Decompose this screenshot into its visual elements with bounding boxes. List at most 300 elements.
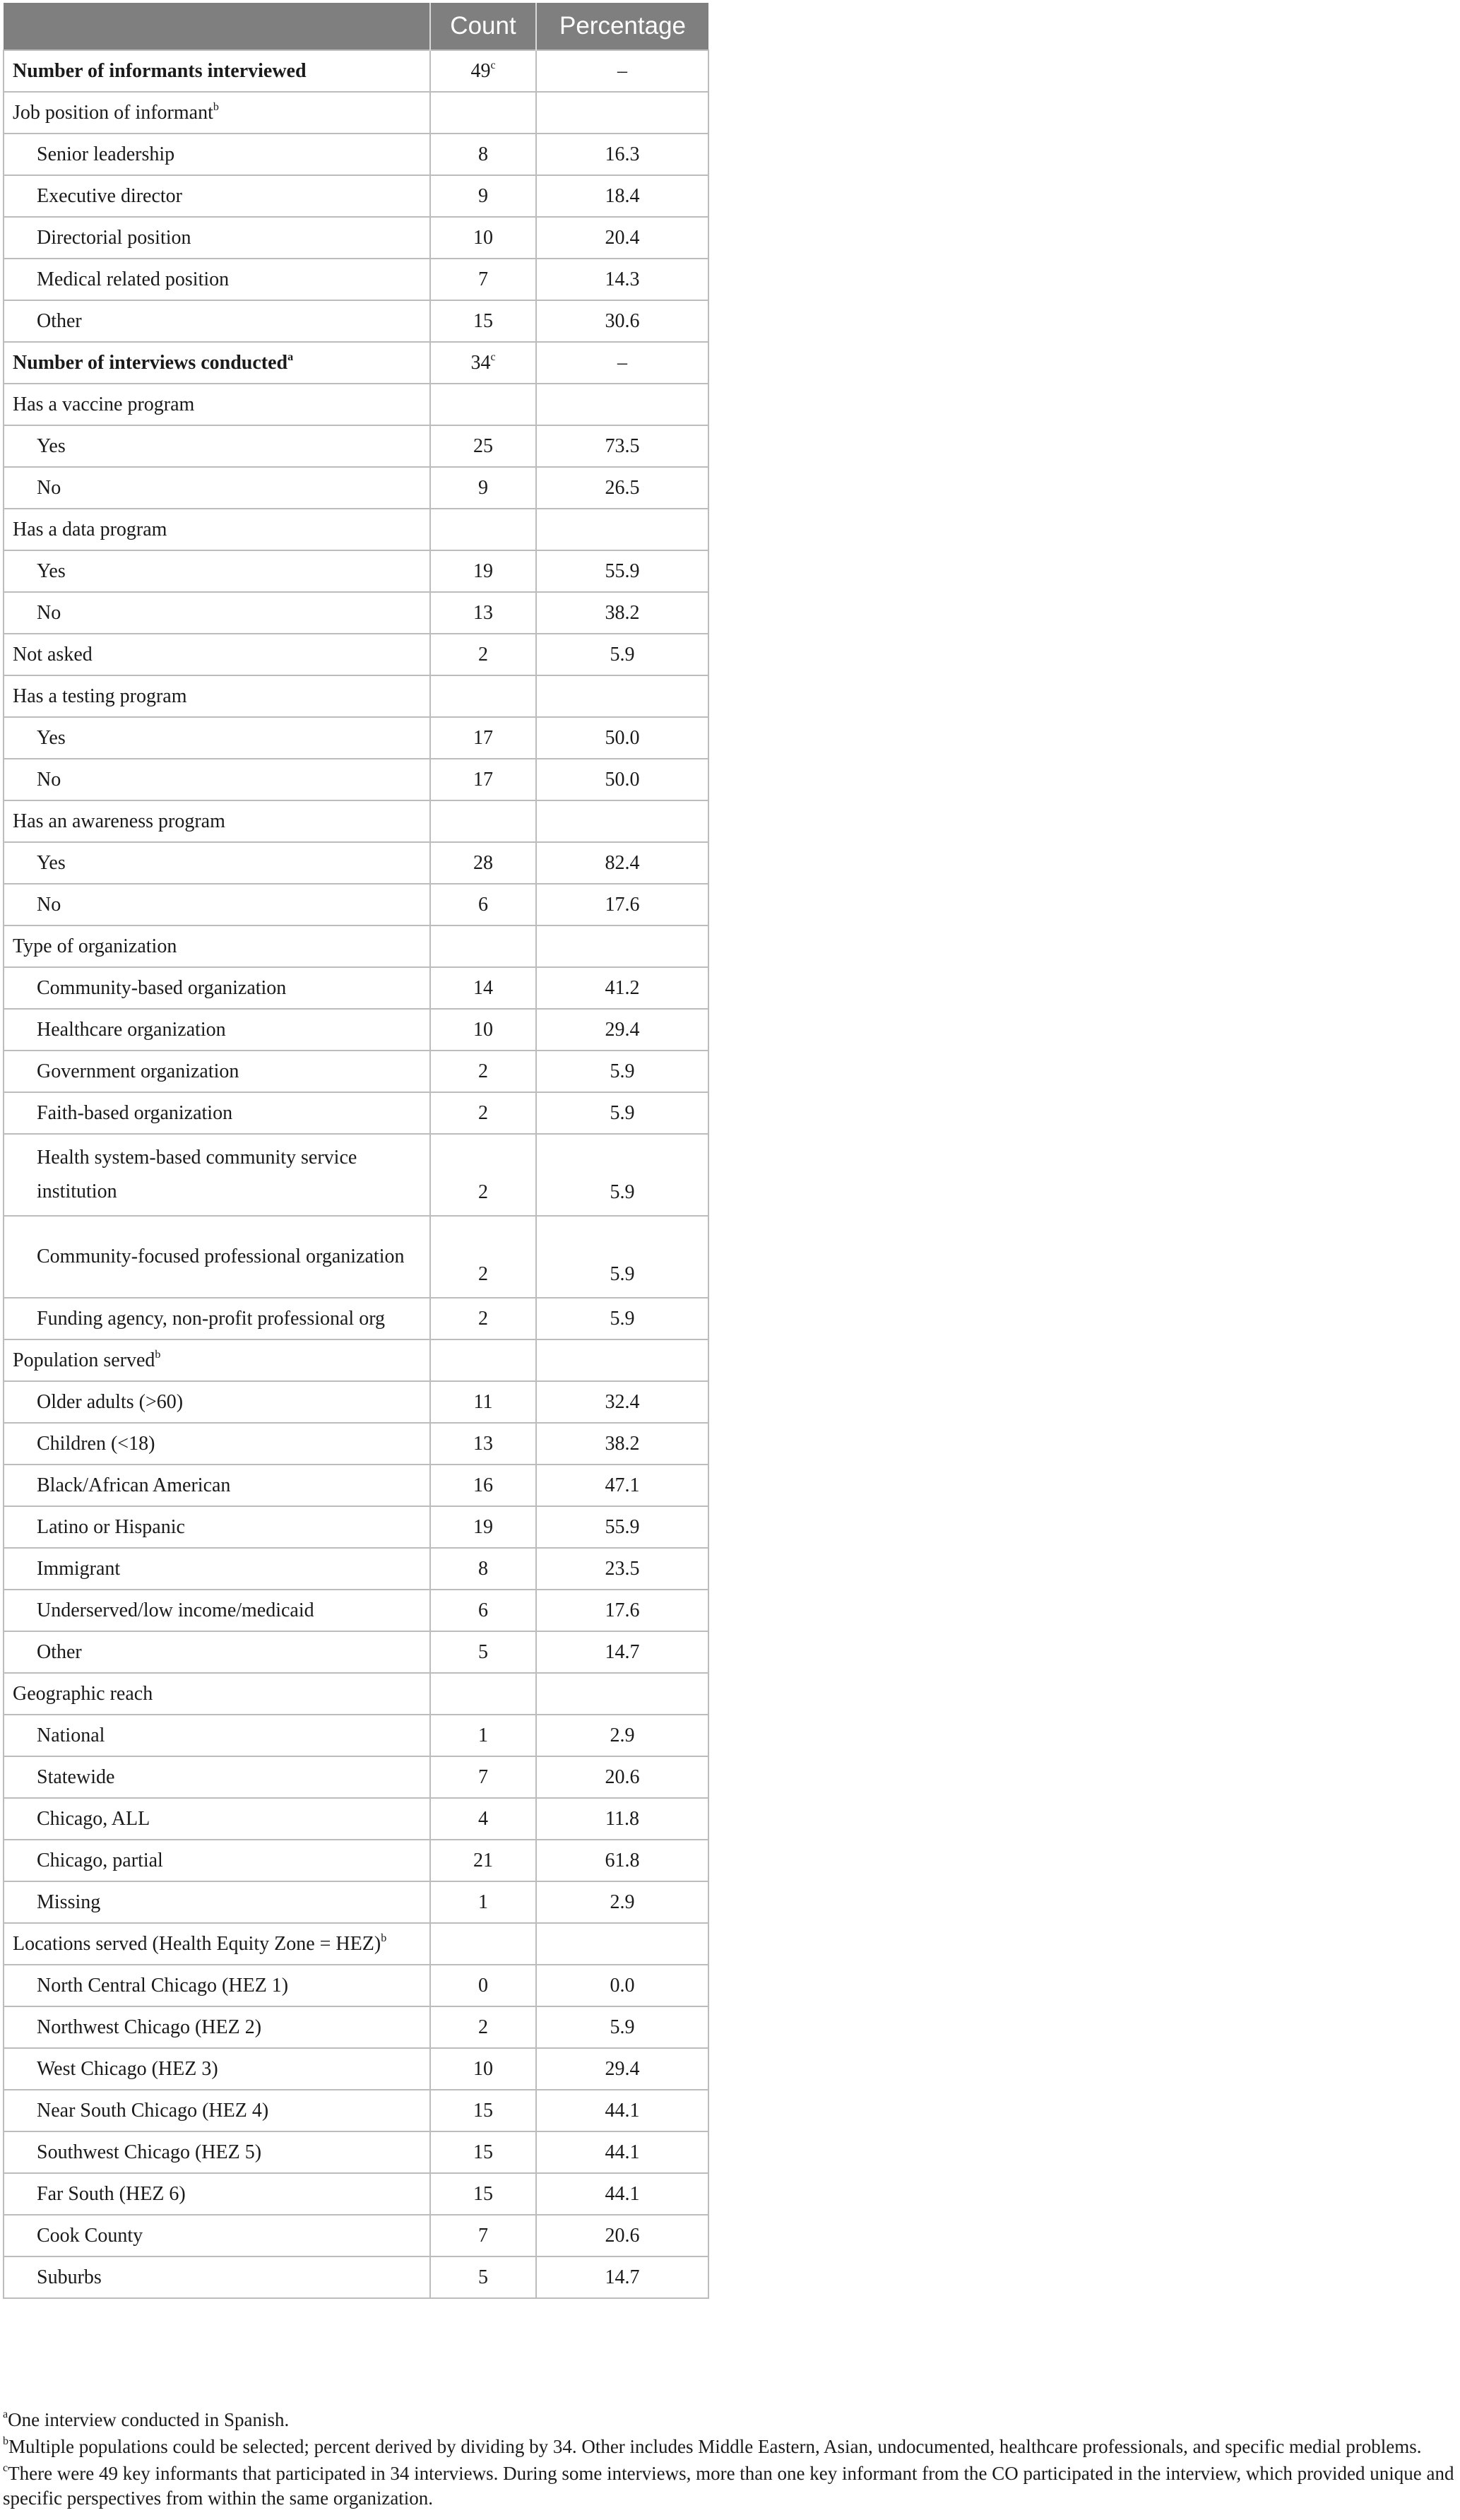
- row-label: North Central Chicago (HEZ 1): [37, 1974, 289, 1997]
- count-cell: [430, 884, 536, 925]
- row-label-cell: [4, 1051, 430, 1092]
- footnotes: [3, 2408, 1458, 2513]
- table-row: [4, 50, 708, 92]
- footnote-marker: a: [3, 2408, 8, 2420]
- count-value: 8: [478, 143, 488, 165]
- percentage-value: 73.5: [605, 434, 640, 457]
- row-label: Immigrant: [37, 1557, 121, 1580]
- count-cell: [430, 1216, 536, 1298]
- footnote-marker: c: [490, 59, 496, 71]
- percentage-value: 18.4: [605, 184, 640, 207]
- row-label-cell: [4, 300, 430, 342]
- percentage-cell: [536, 175, 708, 217]
- percentage-cell: [536, 259, 708, 300]
- table-row: [4, 2173, 708, 2215]
- table-row: [4, 259, 708, 300]
- row-label-cell: [4, 1631, 430, 1673]
- count-value: 0: [478, 1974, 488, 1997]
- footnote: [3, 2408, 1458, 2432]
- table-row: [4, 1965, 708, 2006]
- footnote-marker: c: [490, 350, 496, 363]
- row-label-cell: [4, 342, 430, 384]
- percentage-value: 47.1: [605, 1474, 640, 1496]
- count-cell: [430, 1506, 536, 1548]
- row-label-cell: [4, 884, 430, 925]
- table-row: [4, 2090, 708, 2131]
- table-row: [4, 2006, 708, 2048]
- table-row: [4, 1548, 708, 1590]
- row-label: Yes: [37, 726, 66, 749]
- percentage-cell: [536, 1715, 708, 1756]
- count-value: 5: [478, 2266, 488, 2288]
- count-value: 15: [473, 309, 493, 332]
- count-value: 9: [478, 476, 488, 499]
- percentage-value: 0.0: [610, 1974, 635, 1997]
- table-row: [4, 1134, 708, 1216]
- count-cell: [430, 134, 536, 175]
- row-label-cell: [4, 50, 430, 92]
- count-value: 15: [473, 2182, 493, 2205]
- row-label-cell: [4, 509, 430, 550]
- percentage-cell: [536, 1298, 708, 1339]
- percentage-cell: [536, 967, 708, 1009]
- percentage-cell: [536, 2173, 708, 2215]
- count-cell: [430, 1881, 536, 1923]
- table-row: [4, 2131, 708, 2173]
- row-label: West Chicago (HEZ 3): [37, 2057, 218, 2080]
- percentage-cell: [536, 92, 708, 134]
- footnote-marker: b: [381, 1932, 387, 1944]
- percentage-cell: [536, 1798, 708, 1840]
- percentage-cell: [536, 134, 708, 175]
- table-row: [4, 1756, 708, 1798]
- percentage-cell: [536, 217, 708, 259]
- percentage-cell: [536, 1881, 708, 1923]
- count-value: 49: [470, 59, 491, 82]
- count-cell: [430, 1092, 536, 1134]
- row-label: Has an awareness program: [13, 810, 225, 832]
- count-cell: [430, 1590, 536, 1631]
- count-cell: [430, 2256, 536, 2298]
- percentage-cell: [536, 342, 708, 384]
- table-row: [4, 1423, 708, 1465]
- data-table: [3, 3, 709, 2299]
- percentage-cell: [536, 1009, 708, 1051]
- count-cell: [430, 1009, 536, 1051]
- count-value: 7: [478, 268, 488, 290]
- count-value: 16: [473, 1474, 493, 1496]
- row-label: Yes: [37, 434, 66, 457]
- row-label: No: [37, 476, 61, 499]
- percentage-value: 17.6: [605, 1599, 640, 1621]
- footnote-marker: b: [213, 100, 219, 113]
- row-label: Government organization: [37, 1060, 239, 1082]
- table-row: [4, 717, 708, 759]
- percentage-cell: [536, 675, 708, 717]
- percentage-cell: [536, 1923, 708, 1965]
- table-row: [4, 592, 708, 634]
- row-label-cell: [4, 759, 430, 800]
- count-cell: [430, 384, 536, 425]
- percentage-value: 55.9: [605, 560, 640, 582]
- percentage-cell: [536, 2256, 708, 2298]
- percentage-value: 82.4: [605, 851, 640, 874]
- percentage-cell: [536, 1756, 708, 1798]
- count-cell: [430, 1381, 536, 1423]
- percentage-value: –: [617, 59, 627, 82]
- row-label: Type of organization: [13, 935, 177, 957]
- count-cell: [430, 1631, 536, 1673]
- percentage-value: 20.4: [605, 226, 640, 249]
- percentage-cell: [536, 800, 708, 842]
- count-cell: [430, 1840, 536, 1881]
- row-label-cell: [4, 925, 430, 967]
- percentage-value: 14.7: [605, 2266, 640, 2288]
- percentage-value: 20.6: [605, 2224, 640, 2247]
- percentage-cell: [536, 634, 708, 675]
- table-row: [4, 425, 708, 467]
- row-label: Suburbs: [37, 2266, 102, 2288]
- row-label: No: [37, 893, 61, 916]
- row-label: Not asked: [13, 643, 93, 666]
- row-label: Chicago, ALL: [37, 1807, 150, 1830]
- percentage-cell: [536, 1548, 708, 1590]
- count-cell: [430, 1134, 536, 1216]
- percentage-value: 41.2: [605, 976, 640, 999]
- row-label-cell: [4, 2006, 430, 2048]
- row-label: Other: [37, 1640, 82, 1663]
- percentage-cell: [536, 842, 708, 884]
- count-value: 8: [478, 1557, 488, 1580]
- count-cell: [430, 217, 536, 259]
- row-label-cell: [4, 1009, 430, 1051]
- count-cell: [430, 509, 536, 550]
- table-row: [4, 1673, 708, 1715]
- count-cell: [430, 717, 536, 759]
- table-row: [4, 509, 708, 550]
- table-row: [4, 300, 708, 342]
- row-label-cell: [4, 467, 430, 509]
- table-row: [4, 1590, 708, 1631]
- count-cell: [430, 2131, 536, 2173]
- percentage-cell: [536, 925, 708, 967]
- count-value: 2: [478, 1101, 488, 1124]
- row-label: Yes: [37, 851, 66, 874]
- table-row: [4, 2048, 708, 2090]
- row-label-cell: [4, 2048, 430, 2090]
- count-value: 10: [473, 2057, 493, 2080]
- footnote: [3, 2435, 1458, 2459]
- row-label-cell: [4, 800, 430, 842]
- percentage-value: 30.6: [605, 309, 640, 332]
- table-row: [4, 92, 708, 134]
- table-row: [4, 1009, 708, 1051]
- footnote-marker: b: [3, 2435, 8, 2447]
- percentage-value: 38.2: [605, 1432, 640, 1455]
- count-cell: [430, 300, 536, 342]
- percentage-value: 5.9: [610, 1263, 635, 1285]
- percentage-value: 50.0: [605, 768, 640, 791]
- count-value: 4: [478, 1807, 488, 1830]
- count-value: 1: [478, 1724, 488, 1746]
- percentage-cell: [536, 1423, 708, 1465]
- row-label-cell: [4, 1881, 430, 1923]
- row-label: Children (<18): [37, 1432, 155, 1455]
- row-label-cell: [4, 1381, 430, 1423]
- count-cell: [430, 550, 536, 592]
- percentage-cell: [536, 759, 708, 800]
- count-value: 11: [473, 1390, 493, 1413]
- table-row: [4, 1923, 708, 1965]
- row-label: Health system-based community service institution: [37, 1147, 357, 1202]
- percentage-cell: [536, 2090, 708, 2131]
- count-cell: [430, 634, 536, 675]
- percentage-value: 5.9: [610, 1307, 635, 1330]
- percentage-cell: [536, 1840, 708, 1881]
- row-label: National: [37, 1724, 105, 1746]
- row-label: Has a testing program: [13, 685, 187, 707]
- percentage-cell: [536, 1216, 708, 1298]
- row-label: Job position of informant: [13, 101, 213, 124]
- percentage-cell: [536, 1134, 708, 1216]
- percentage-value: 32.4: [605, 1390, 640, 1413]
- percentage-value: 44.1: [605, 2141, 640, 2163]
- row-label-cell: [4, 1590, 430, 1631]
- table-row: [4, 1339, 708, 1381]
- footnote-marker: c: [3, 2462, 8, 2474]
- percentage-cell: [536, 1381, 708, 1423]
- row-label: Healthcare organization: [37, 1018, 226, 1041]
- table-row: [4, 1298, 708, 1339]
- row-label: Funding agency, non-profit professional org: [37, 1307, 386, 1330]
- count-cell: [430, 50, 536, 92]
- row-label: No: [37, 768, 61, 791]
- table-row: [4, 925, 708, 967]
- percentage-cell: [536, 1631, 708, 1673]
- percentage-cell: [536, 300, 708, 342]
- row-label: Yes: [37, 560, 66, 582]
- count-value: 17: [473, 726, 493, 749]
- percentage-cell: [536, 1506, 708, 1548]
- percentage-cell: [536, 50, 708, 92]
- table-row: [4, 467, 708, 509]
- row-label-cell: [4, 384, 430, 425]
- count-cell: [430, 759, 536, 800]
- count-value: 2: [478, 1060, 488, 1082]
- count-value: 17: [473, 768, 493, 791]
- percentage-cell: [536, 1673, 708, 1715]
- row-label-cell: [4, 842, 430, 884]
- row-label: No: [37, 601, 61, 624]
- percentage-value: 50.0: [605, 726, 640, 749]
- count-cell: [430, 592, 536, 634]
- count-value: 9: [478, 184, 488, 207]
- table-row: [4, 884, 708, 925]
- row-label-cell: [4, 1715, 430, 1756]
- table-row: [4, 2256, 708, 2298]
- count-cell: [430, 1756, 536, 1798]
- table-row: [4, 1465, 708, 1506]
- row-label-cell: [4, 1506, 430, 1548]
- table-row: [4, 842, 708, 884]
- row-label-cell: [4, 2215, 430, 2256]
- count-cell: [430, 175, 536, 217]
- row-label: Missing: [37, 1891, 101, 1913]
- row-label-cell: [4, 967, 430, 1009]
- row-label: Black/African American: [37, 1474, 231, 1496]
- row-label-cell: [4, 2131, 430, 2173]
- table-row: [4, 800, 708, 842]
- row-label-cell: [4, 425, 430, 467]
- footnote-marker: b: [155, 1348, 161, 1361]
- percentage-value: 11.8: [605, 1807, 639, 1830]
- row-label-cell: [4, 675, 430, 717]
- percentage-value: 61.8: [605, 1849, 640, 1871]
- percentage-cell: [536, 1339, 708, 1381]
- table-row: [4, 759, 708, 800]
- count-cell: [430, 1798, 536, 1840]
- percentage-cell: [536, 592, 708, 634]
- table-row: [4, 967, 708, 1009]
- table-row: [4, 1631, 708, 1673]
- table-row: [4, 1715, 708, 1756]
- table-row: [4, 1051, 708, 1092]
- percentage-value: 2.9: [610, 1724, 635, 1746]
- percentage-value: 5.9: [610, 2016, 635, 2038]
- table-row: [4, 1216, 708, 1298]
- count-cell: [430, 259, 536, 300]
- footnote-text: There were 49 key informants that participated in 34 interviews. During some interviews, more than one key informant from the CO participated in the interview, which provided unique and specific perspectives from within the same organization.: [3, 2463, 1454, 2509]
- row-label: Community-focused professional organization: [37, 1246, 405, 1267]
- percentage-cell: [536, 1965, 708, 2006]
- table-row: [4, 217, 708, 259]
- count-cell: [430, 1673, 536, 1715]
- row-label-cell: [4, 1840, 430, 1881]
- table-row: [4, 550, 708, 592]
- row-label: Number of informants interviewed: [13, 59, 307, 82]
- table-row: [4, 342, 708, 384]
- count-cell: [430, 1923, 536, 1965]
- percentage-value: 29.4: [605, 1018, 640, 1041]
- count-value: 6: [478, 893, 488, 916]
- count-value: 25: [473, 434, 493, 457]
- count-cell: [430, 2006, 536, 2048]
- count-cell: [430, 967, 536, 1009]
- row-label: Chicago, partial: [37, 1849, 163, 1871]
- count-cell: [430, 2173, 536, 2215]
- row-label-cell: [4, 1798, 430, 1840]
- row-label-cell: [4, 175, 430, 217]
- row-label: Cook County: [37, 2224, 143, 2247]
- footnote-marker: a: [287, 350, 294, 363]
- count-value: 14: [473, 976, 493, 999]
- percentage-value: 29.4: [605, 2057, 640, 2080]
- count-value: 19: [473, 560, 493, 582]
- percentage-cell: [536, 1051, 708, 1092]
- percentage-value: 38.2: [605, 601, 640, 624]
- percentage-value: 44.1: [605, 2099, 640, 2122]
- percentage-cell: [536, 2215, 708, 2256]
- row-label: Has a data program: [13, 518, 167, 540]
- percentage-cell: [536, 425, 708, 467]
- header-label: [4, 3, 430, 50]
- row-label: Older adults (>60): [37, 1390, 184, 1413]
- table-row: [4, 1381, 708, 1423]
- count-cell: [430, 2215, 536, 2256]
- count-cell: [430, 1965, 536, 2006]
- table-body: [4, 50, 708, 2298]
- header-row: [4, 3, 708, 50]
- percentage-value: 20.6: [605, 1765, 640, 1788]
- header-percentage: Percentage: [536, 3, 708, 50]
- percentage-cell: [536, 1465, 708, 1506]
- count-value: 2: [478, 1307, 488, 1330]
- table-container: [3, 3, 709, 2299]
- count-value: 21: [473, 1849, 493, 1871]
- percentage-value: 2.9: [610, 1891, 635, 1913]
- row-label-cell: [4, 2173, 430, 2215]
- count-value: 10: [473, 1018, 493, 1041]
- row-label-cell: [4, 2090, 430, 2131]
- table-row: [4, 1881, 708, 1923]
- row-label: Executive director: [37, 184, 183, 207]
- percentage-cell: [536, 884, 708, 925]
- row-label-cell: [4, 1465, 430, 1506]
- row-label-cell: [4, 1092, 430, 1134]
- row-label-cell: [4, 1423, 430, 1465]
- count-value: 2: [478, 1263, 488, 1285]
- header-count: Count: [430, 3, 536, 50]
- percentage-cell: [536, 550, 708, 592]
- table-row: [4, 384, 708, 425]
- row-label: Directorial position: [37, 226, 191, 249]
- count-cell: [430, 1715, 536, 1756]
- table-row: [4, 1798, 708, 1840]
- percentage-value: 5.9: [610, 643, 635, 666]
- count-cell: [430, 1339, 536, 1381]
- row-label: Statewide: [37, 1765, 115, 1788]
- row-label: Other: [37, 309, 82, 332]
- row-label-cell: [4, 592, 430, 634]
- row-label-cell: [4, 217, 430, 259]
- count-value: 15: [473, 2141, 493, 2163]
- percentage-value: 14.7: [605, 1640, 640, 1663]
- row-label: Near South Chicago (HEZ 4): [37, 2099, 269, 2122]
- row-label: Latino or Hispanic: [37, 1515, 185, 1538]
- count-cell: [430, 1298, 536, 1339]
- footnote: [3, 2461, 1458, 2511]
- count-cell: [430, 675, 536, 717]
- row-label: Geographic reach: [13, 1682, 153, 1705]
- count-value: 2: [478, 2016, 488, 2038]
- table-row: [4, 634, 708, 675]
- percentage-value: 16.3: [605, 143, 640, 165]
- count-value: 13: [473, 1432, 493, 1455]
- count-value: 15: [473, 2099, 493, 2122]
- footnote-text: Multiple populations could be selected; percent derived by dividing by 34. Other includes Middle Eastern, Asian, undocumented, healthcare professionals, and specific medial problems.: [8, 2436, 1422, 2457]
- row-label-cell: [4, 92, 430, 134]
- percentage-cell: [536, 2131, 708, 2173]
- row-label: Locations served (Health Equity Zone = HEZ): [13, 1932, 381, 1955]
- row-label: Senior leadership: [37, 143, 175, 165]
- row-label-cell: [4, 134, 430, 175]
- count-cell: [430, 2048, 536, 2090]
- row-label-cell: [4, 1216, 430, 1298]
- row-label-cell: [4, 1756, 430, 1798]
- row-label: Faith-based organization: [37, 1101, 233, 1124]
- count-value: 19: [473, 1515, 493, 1538]
- count-value: 1: [478, 1891, 488, 1913]
